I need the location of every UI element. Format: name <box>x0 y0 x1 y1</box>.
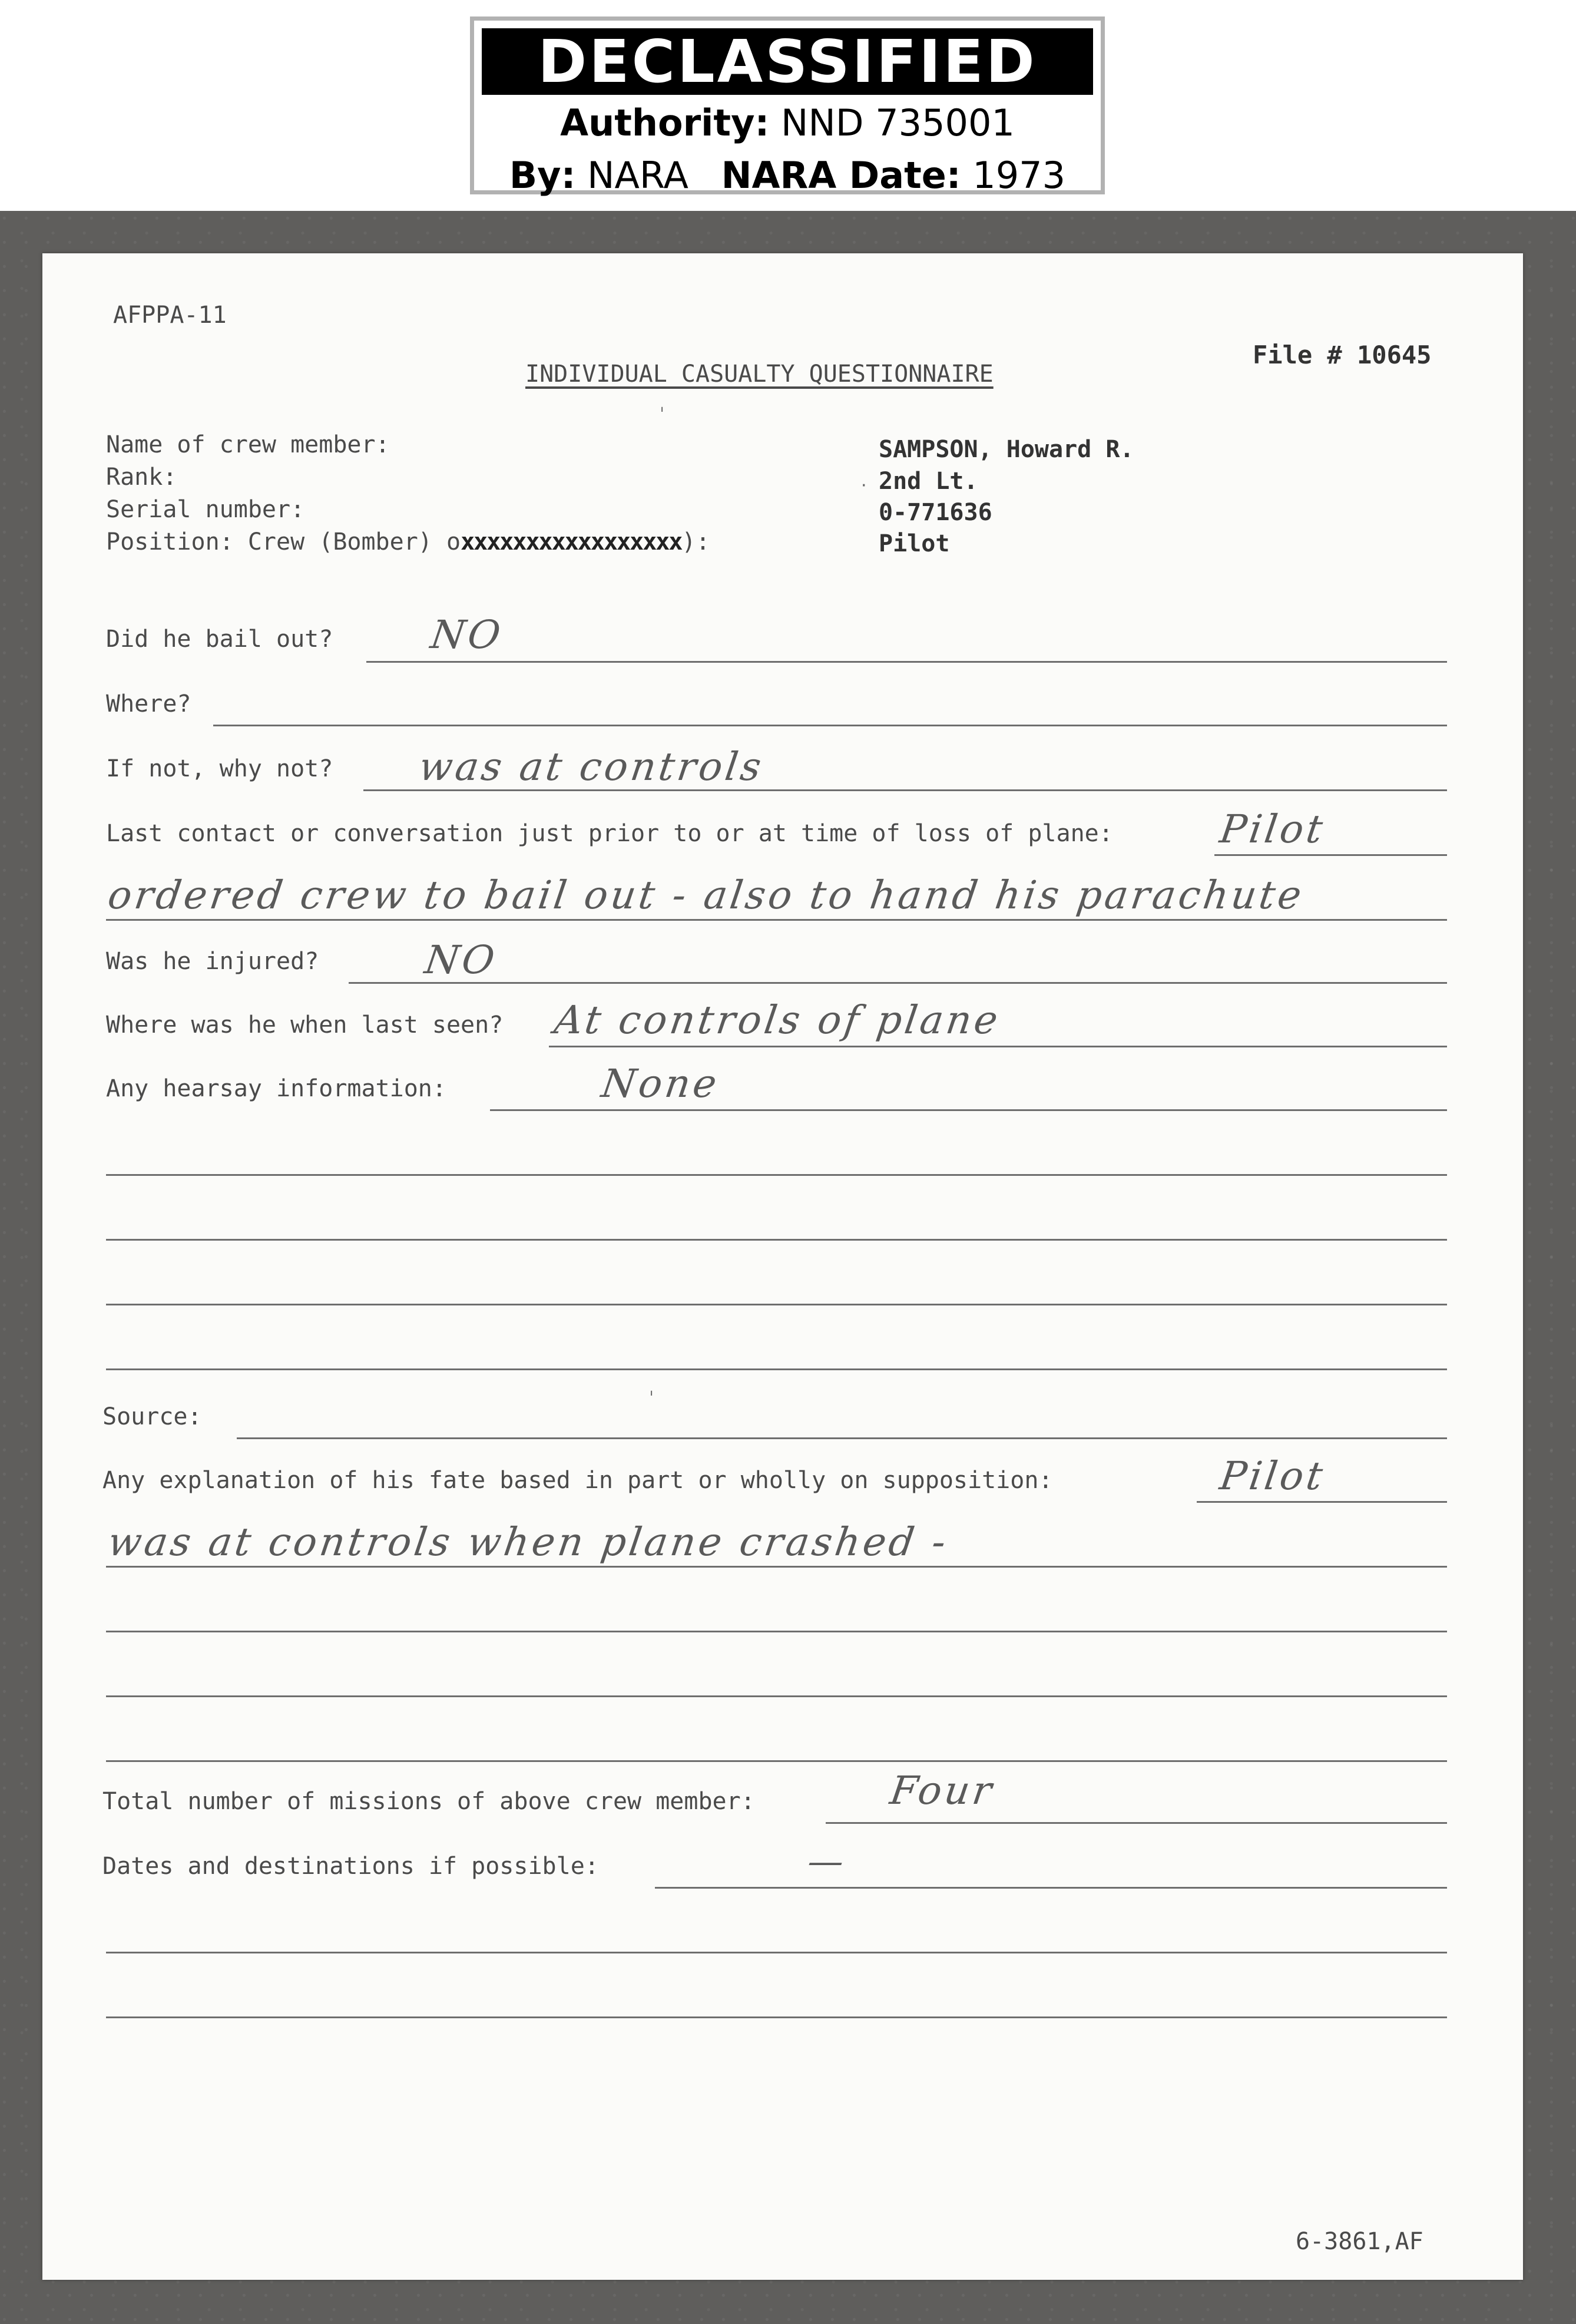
explanation-line-1 <box>1197 1501 1447 1503</box>
source-line <box>237 1437 1447 1439</box>
injured-line <box>349 982 1447 984</box>
questionnaire-paper <box>42 253 1523 2280</box>
rank-label: Rank: <box>106 464 177 491</box>
position-label <box>106 527 710 557</box>
form-title: INDIVIDUAL CASUALTY QUESTIONNAIRE <box>525 361 994 388</box>
dates-line-2 <box>106 1952 1447 1953</box>
explanation-line-3 <box>106 1631 1447 1632</box>
hearsay-line-5 <box>106 1368 1447 1370</box>
bail-out-line <box>366 661 1447 663</box>
stamp-by-value: NARA <box>587 154 688 197</box>
position-label-text: Position: Crew (Bomber) o <box>106 528 461 556</box>
position-label-end: ): <box>681 528 710 556</box>
stamp-date-value: 1973 <box>972 154 1066 197</box>
rank-value: 2nd Lt. <box>879 468 978 495</box>
scanned-page-background <box>0 211 1576 2324</box>
stamp-authority-label: Authority: <box>560 101 770 144</box>
position-value: Pilot <box>879 530 950 557</box>
injured-label: Was he injured? <box>106 948 319 975</box>
hearsay-label: Any hearsay information: <box>106 1075 446 1102</box>
form-code: AFPPA-11 <box>113 302 227 329</box>
position-redacted-text: xxxxxxxxxxxxxxxxx <box>461 528 682 556</box>
stamp-title: DECLASSIFIED <box>482 28 1093 95</box>
dates-line-3 <box>106 2016 1447 2018</box>
hearsay-line-3 <box>106 1239 1447 1241</box>
stamp-date-label: NARA Date: <box>721 154 961 197</box>
stamp-authority-value: NND 735001 <box>781 101 1015 144</box>
name-value: SAMPSON, Howard R. <box>879 436 1134 463</box>
hearsay-line-2 <box>106 1174 1447 1176</box>
last-seen-line <box>549 1046 1447 1047</box>
where-label: Where? <box>106 690 191 718</box>
where-line <box>213 725 1447 726</box>
missions-label: Total number of missions of above crew member: <box>102 1788 755 1815</box>
last-contact-answer-2: ordered crew to bail out - also to hand his parachute <box>105 872 1307 918</box>
bail-out-answer: NO <box>428 612 506 657</box>
serial-value: 0-771636 <box>879 499 992 526</box>
injured-answer: NO <box>422 937 501 983</box>
name-label: Name of crew member: <box>106 431 390 458</box>
hearsay-answer: None <box>598 1061 723 1106</box>
stamp-by-label: By: <box>509 154 576 197</box>
dates-line <box>655 1887 1447 1889</box>
last-contact-label: Last contact or conversation just prior to or at time of loss of plane: <box>106 820 1113 847</box>
last-contact-answer-1: Pilot <box>1217 806 1329 852</box>
declassified-stamp <box>470 16 1105 197</box>
stamp-authority-line <box>474 103 1101 144</box>
why-not-label: If not, why not? <box>106 755 333 782</box>
scan-speck: ˈ <box>649 1389 654 1409</box>
bail-out-label: Did he bail out? <box>106 626 333 653</box>
explanation-answer-2: was at controls when plane crashed - <box>105 1519 952 1565</box>
why-not-answer: was at controls <box>416 744 767 789</box>
hearsay-line-4 <box>106 1304 1447 1305</box>
explanation-label: Any explanation of his fate based in part or wholly on supposition: <box>102 1467 1053 1494</box>
explanation-line-5 <box>106 1760 1447 1762</box>
last-contact-line-2 <box>106 919 1447 921</box>
dates-answer: — <box>805 1841 849 1882</box>
scan-speck: ˈ <box>660 405 665 425</box>
hearsay-line-1 <box>490 1109 1447 1111</box>
stamp-by-line <box>474 155 1101 196</box>
serial-label: Serial number: <box>106 496 305 523</box>
source-label: Source: <box>102 1403 202 1430</box>
missions-answer: Four <box>887 1768 998 1813</box>
explanation-line-4 <box>106 1695 1447 1697</box>
last-seen-label: Where was he when last seen? <box>106 1011 504 1039</box>
explanation-line-2 <box>106 1566 1447 1568</box>
dates-label: Dates and destinations if possible: <box>102 1853 599 1880</box>
scan-speck: · <box>861 475 867 496</box>
last-seen-answer: At controls of plane <box>551 997 1004 1043</box>
missions-line <box>826 1822 1447 1824</box>
last-contact-line-1 <box>1214 854 1447 856</box>
file-number: File # 10645 <box>1253 340 1432 369</box>
footer-form-code: 6-3861,AF <box>1296 2228 1423 2255</box>
explanation-answer-1: Pilot <box>1217 1453 1329 1499</box>
